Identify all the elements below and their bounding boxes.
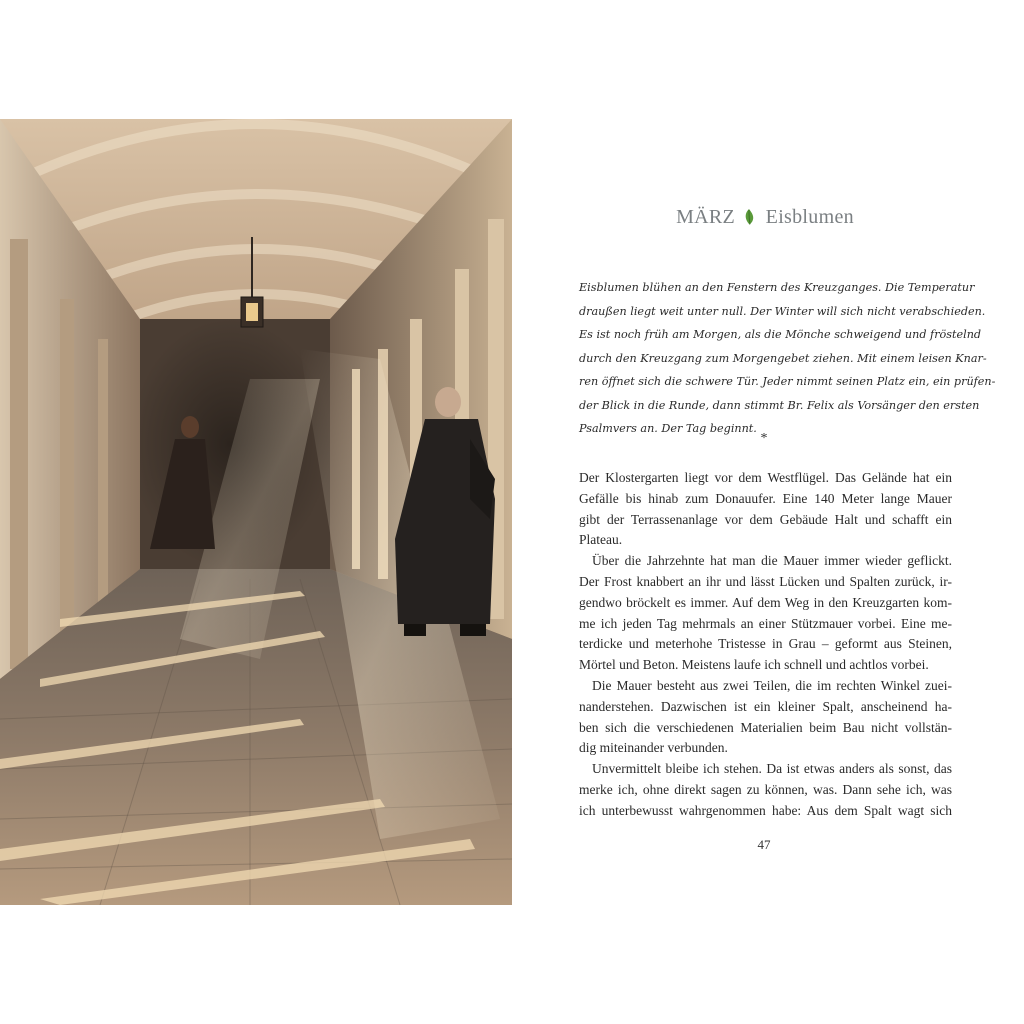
intro-line: draußen liegt weit unter null. Der Winter will sich nicht verabschieden. <box>579 304 986 318</box>
chapter-month: MÄRZ <box>676 206 736 228</box>
body-line: Über die Jahrzehnte hat man die Mauer immer wieder geflickt. <box>592 553 952 569</box>
body-line: ich unterbewusst wahrgenommen habe: Aus dem Spalt wagt sich <box>579 802 952 818</box>
page-number: 47 <box>757 837 771 852</box>
intro-line: Psalmvers an. Der Tag beginnt. <box>579 422 757 435</box>
intro-line: ren öffnet sich die schwere Tür. Jeder nimmt seinen Platz ein, ein prüfen- <box>579 375 996 388</box>
body-line: dig miteinander verbunden. <box>579 740 728 756</box>
body-line: Plateau. <box>579 532 623 548</box>
body-line: Unvermittelt bleibe ich stehen. Da ist etwas anders als sonst, das <box>592 761 952 777</box>
body-line: gibt der Terrassenanlage vor dem Gebäude Halt und schafft ein <box>579 511 952 527</box>
body-text <box>579 468 952 822</box>
cloister-photo <box>0 119 512 905</box>
leaf-icon <box>743 208 757 232</box>
body-line: Gefälle bis hinab zum Donauufer. Eine 140 Meter lange Mauer <box>579 490 952 506</box>
chapter-name: Eisblumen <box>765 206 854 228</box>
body-line: Die Mauer besteht aus zwei Teilen, die im rechten Winkel zuei- <box>592 677 952 693</box>
body-line: Mörtel und Beton. Meistens laufe ich schnell und achtlos vorbei. <box>579 657 929 673</box>
intro-paragraph <box>579 276 996 441</box>
body-line: gendwo bröckelt es immer. Auf dem Weg in den Kreuzgarten kom- <box>579 594 952 610</box>
body-line: merke ich, ohne direkt sagen zu können, was. Dann sehe ich, was <box>579 781 952 797</box>
section-separator: * <box>760 431 768 446</box>
body-line: me ich jeden Tag mehrmals an einer Stützmauer vorbei. Eine me- <box>579 615 952 631</box>
intro-line: durch den Kreuzgang zum Morgengebet ziehen. Mit einem leisen Knar- <box>579 351 987 365</box>
chapter-title <box>520 206 1010 232</box>
intro-line: Eisblumen blühen an den Fenstern des Kreuzganges. Die Temperatur <box>579 281 975 294</box>
intro-line: Es ist noch früh am Morgen, als die Mönche schweigend und fröstelnd <box>579 328 982 341</box>
body-line: Der Frost knabbert an ihr und lässt Lücken und Spalten zurück, ir- <box>579 573 952 589</box>
body-line: Der Klostergarten liegt vor dem Westflügel. Das Gelände hat ein <box>579 470 952 485</box>
intro-line: der Blick in die Runde, dann stimmt Br. Felix als Vorsänger den ersten <box>579 398 980 412</box>
body-line: terdicke und meterhohe Tristesse in Grau – geformt aus Steinen, <box>579 636 952 652</box>
body-line: nanderstehen. Dazwischen ist ein kleiner Spalt, anscheinend ha- <box>579 698 952 714</box>
body-line: ben sich die verschiedenen Materialien beim Bau nicht vollstän- <box>579 719 952 735</box>
